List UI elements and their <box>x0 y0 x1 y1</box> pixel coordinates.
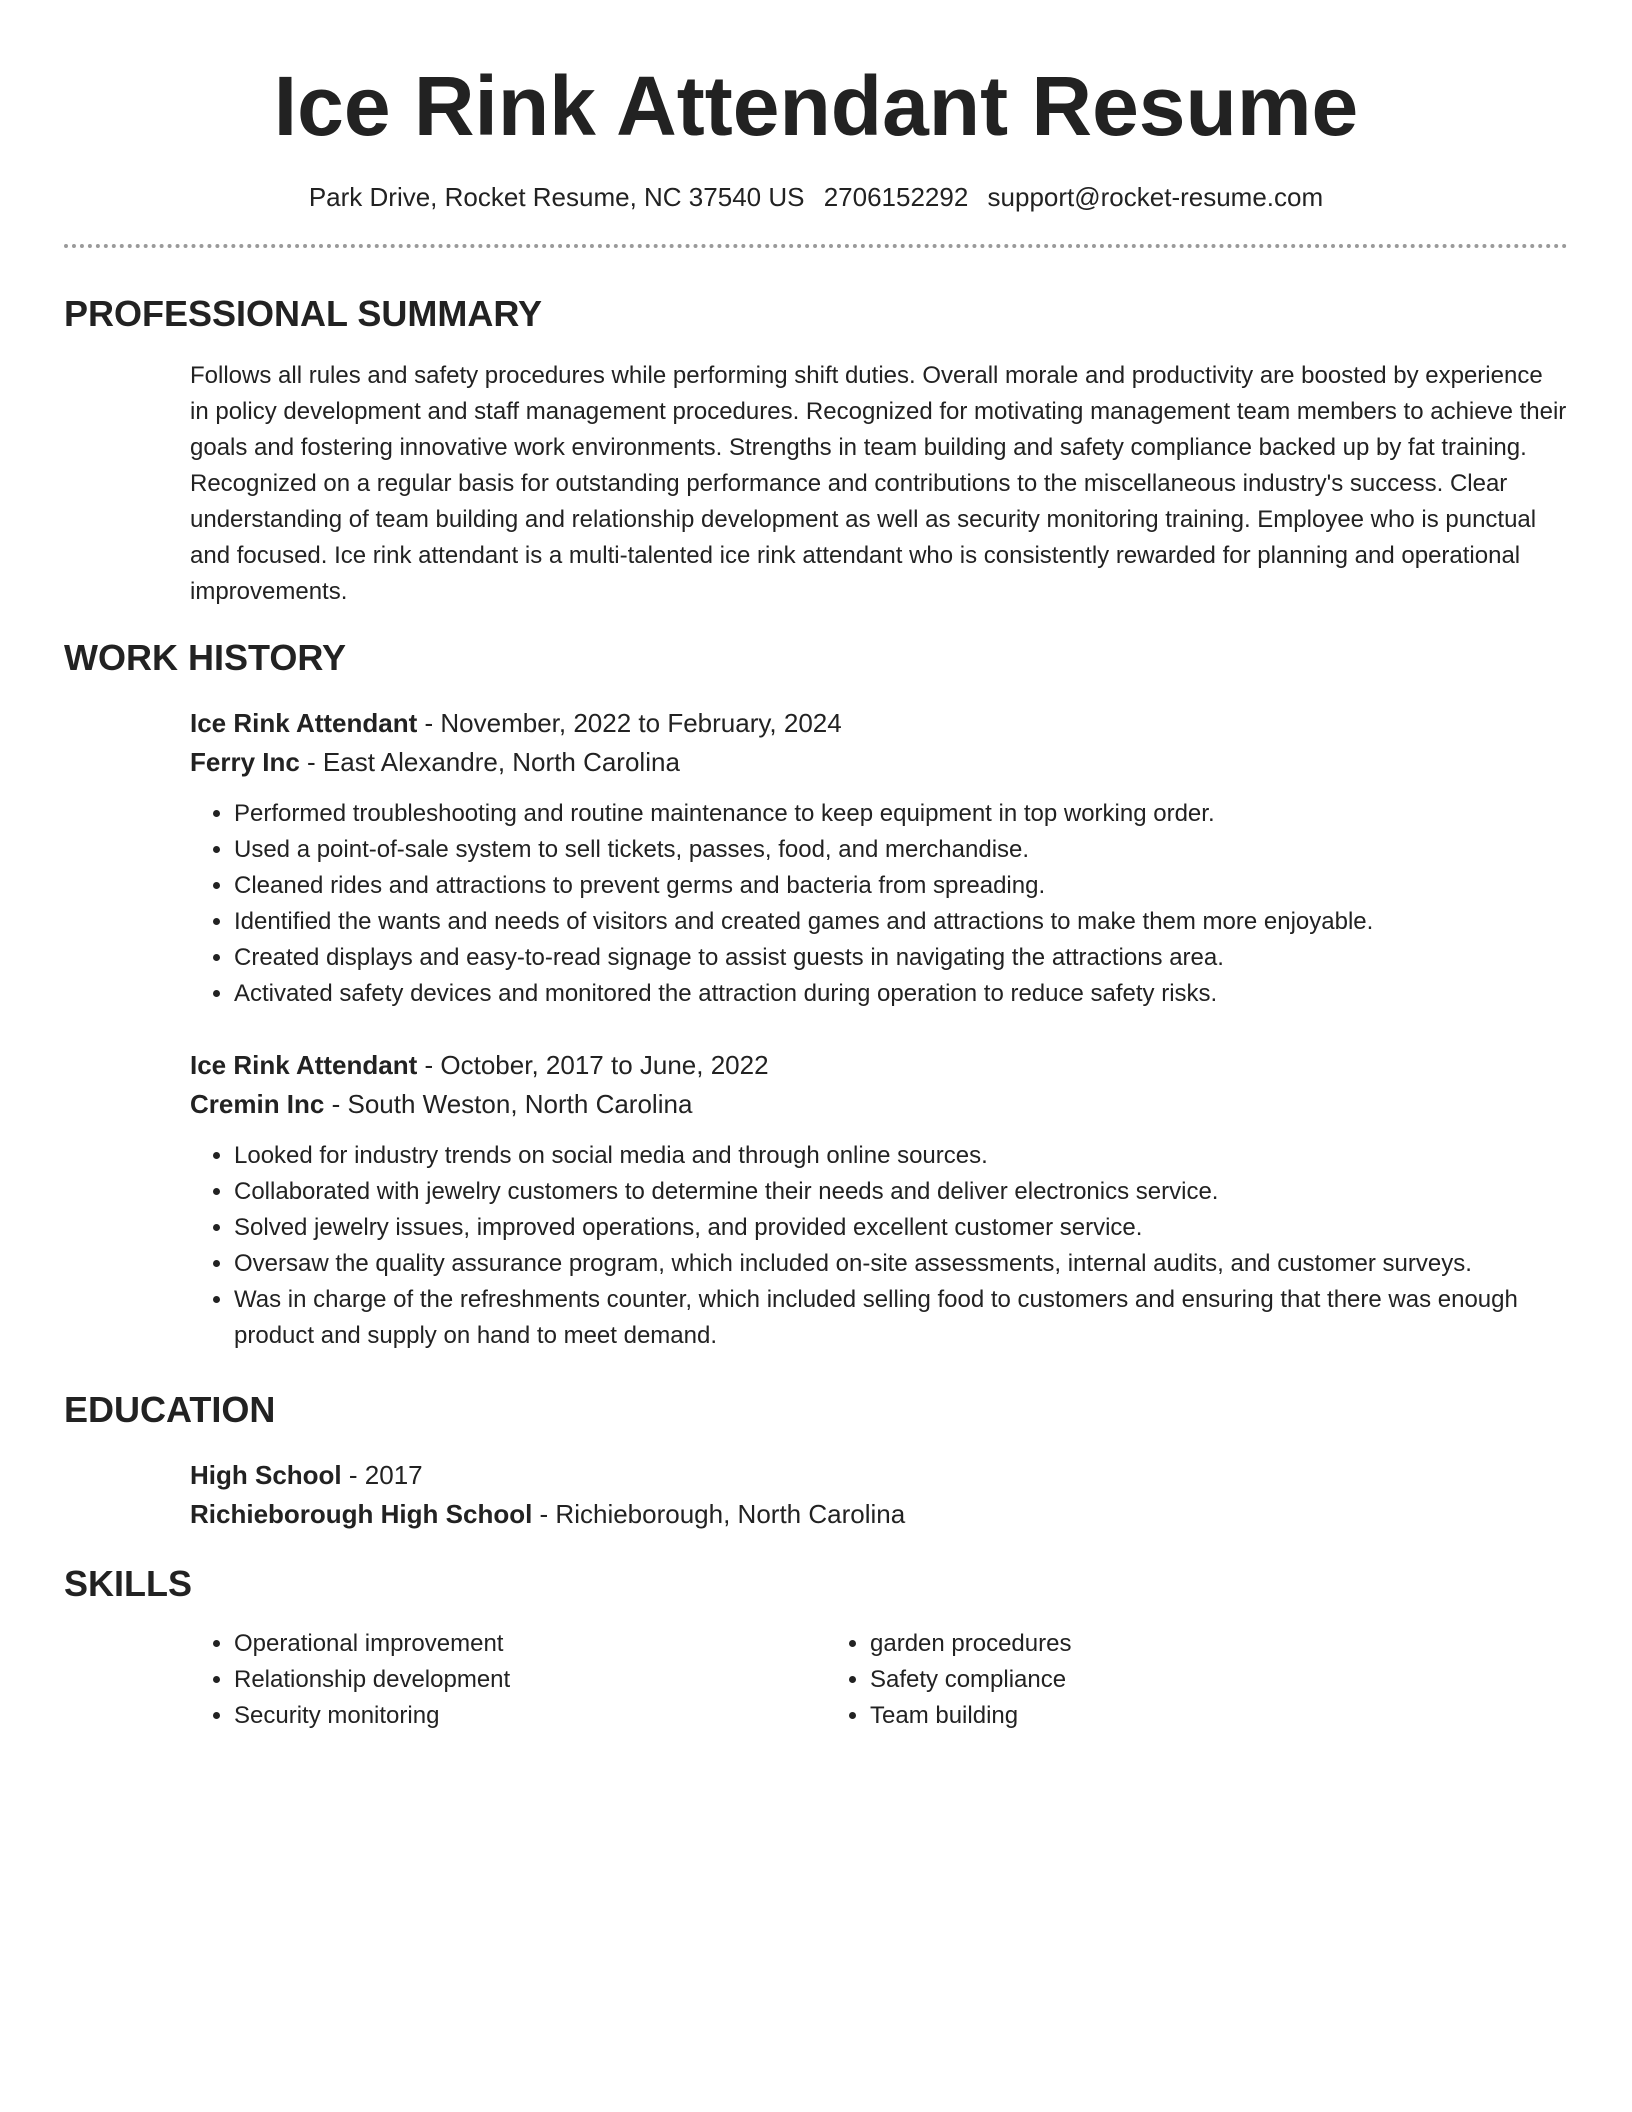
list-item: • Created displays and easy-to-read signage to assist guests in navigating the attractions area. <box>234 940 1568 976</box>
skill-item: • Security monitoring <box>234 1698 826 1734</box>
skills-list <box>190 1626 1568 1734</box>
job-title-line <box>190 1046 1568 1085</box>
section-heading-work: WORK HISTORY <box>64 637 347 678</box>
job-bullets <box>190 796 1568 1012</box>
list-item: • Solved jewelry issues, improved operations, and provided excellent customer service. <box>234 1210 1568 1246</box>
skill-item: • garden procedures <box>870 1626 1462 1662</box>
contact-email: support@rocket-resume.com <box>987 182 1324 212</box>
skill-item: • Relationship development <box>234 1662 826 1698</box>
list-item: • Used a point-of-sale system to sell tickets, passes, food, and merchandise. <box>234 832 1568 868</box>
page-title: Ice Rink Attendant Resume <box>273 59 1359 153</box>
education-degree: High School <box>190 1460 342 1490</box>
list-item: • Looked for industry trends on social media and through online sources. <box>234 1138 1568 1174</box>
list-item: • Was in charge of the refreshments counter, which included selling food to customers and ensuring that there was enough product and supply on hand to meet demand. <box>234 1282 1568 1354</box>
job-dates: - November, 2022 to February, 2024 <box>417 708 842 738</box>
section-heading-summary: PROFESSIONAL SUMMARY <box>64 293 543 334</box>
job-company-line <box>190 1085 1568 1124</box>
job-entry <box>190 704 1568 1012</box>
education-entry <box>190 1456 1568 1534</box>
education-degree-line <box>190 1456 1568 1495</box>
education-year: - 2017 <box>341 1460 423 1490</box>
job-company: Ferry Inc <box>190 747 300 777</box>
job-bullets <box>190 1138 1568 1354</box>
contact-address: Park Drive, Rocket Resume, NC 37540 US <box>308 182 805 212</box>
list-item: • Collaborated with jewelry customers to determine their needs and deliver electronics service. <box>234 1174 1568 1210</box>
job-company-line <box>190 743 1568 782</box>
section-heading-skills: SKILLS <box>64 1563 193 1604</box>
job-company: Cremin Inc <box>190 1089 325 1119</box>
education-school: Richieborough High School <box>190 1499 533 1529</box>
skills-column-left <box>190 1626 826 1734</box>
contact-phone: 2706152292 <box>823 182 969 212</box>
summary-text: Follows all rules and safety procedures while performing shift duties. Overall morale and productivity are boosted by experience in policy development and staff management procedures. Recognized for motivating management team members to achieve their goals and fostering innovative work environments. Strengths in team building and safety compliance backed up by fat training. Recognized on a regular basis for outstanding performance and contributions to the miscellaneous industry's success. Clear understanding of team building and relationship development as well as security monitoring training. Employee who is punctual and focused. Ice rink attendant is a multi-talented ice rink attendant who is consistently rewarded for planning and operational improvements. <box>190 362 1567 605</box>
list-item: • Identified the wants and needs of visitors and created games and attractions to make them more enjoyable. <box>234 904 1568 940</box>
job-dates: - October, 2017 to June, 2022 <box>417 1050 769 1080</box>
job-title: Ice Rink Attendant <box>190 1050 418 1080</box>
list-item: • Cleaned rides and attractions to prevent germs and bacteria from spreading. <box>234 868 1568 904</box>
skill-item: • Safety compliance <box>870 1662 1462 1698</box>
header-divider <box>64 244 1568 248</box>
skill-item: • Team building <box>870 1698 1462 1734</box>
education-location: - Richieborough, North Carolina <box>532 1499 906 1529</box>
contact-line <box>64 180 1568 214</box>
education-school-line <box>190 1495 1568 1534</box>
skill-item: • Operational improvement <box>234 1626 826 1662</box>
job-entry <box>190 1046 1568 1354</box>
list-item: • Activated safety devices and monitored the attraction during operation to reduce safety risks. <box>234 976 1568 1012</box>
job-title-line <box>190 704 1568 743</box>
list-item: • Performed troubleshooting and routine maintenance to keep equipment in top working order. <box>234 796 1568 832</box>
list-item: • Oversaw the quality assurance program, which included on-site assessments, internal audits, and customer surveys. <box>234 1246 1568 1282</box>
section-heading-education: EDUCATION <box>64 1389 276 1430</box>
skills-column-right <box>826 1626 1462 1734</box>
job-location: - East Alexandre, North Carolina <box>299 747 680 777</box>
job-title: Ice Rink Attendant <box>190 708 418 738</box>
job-location: - South Weston, North Carolina <box>324 1089 693 1119</box>
